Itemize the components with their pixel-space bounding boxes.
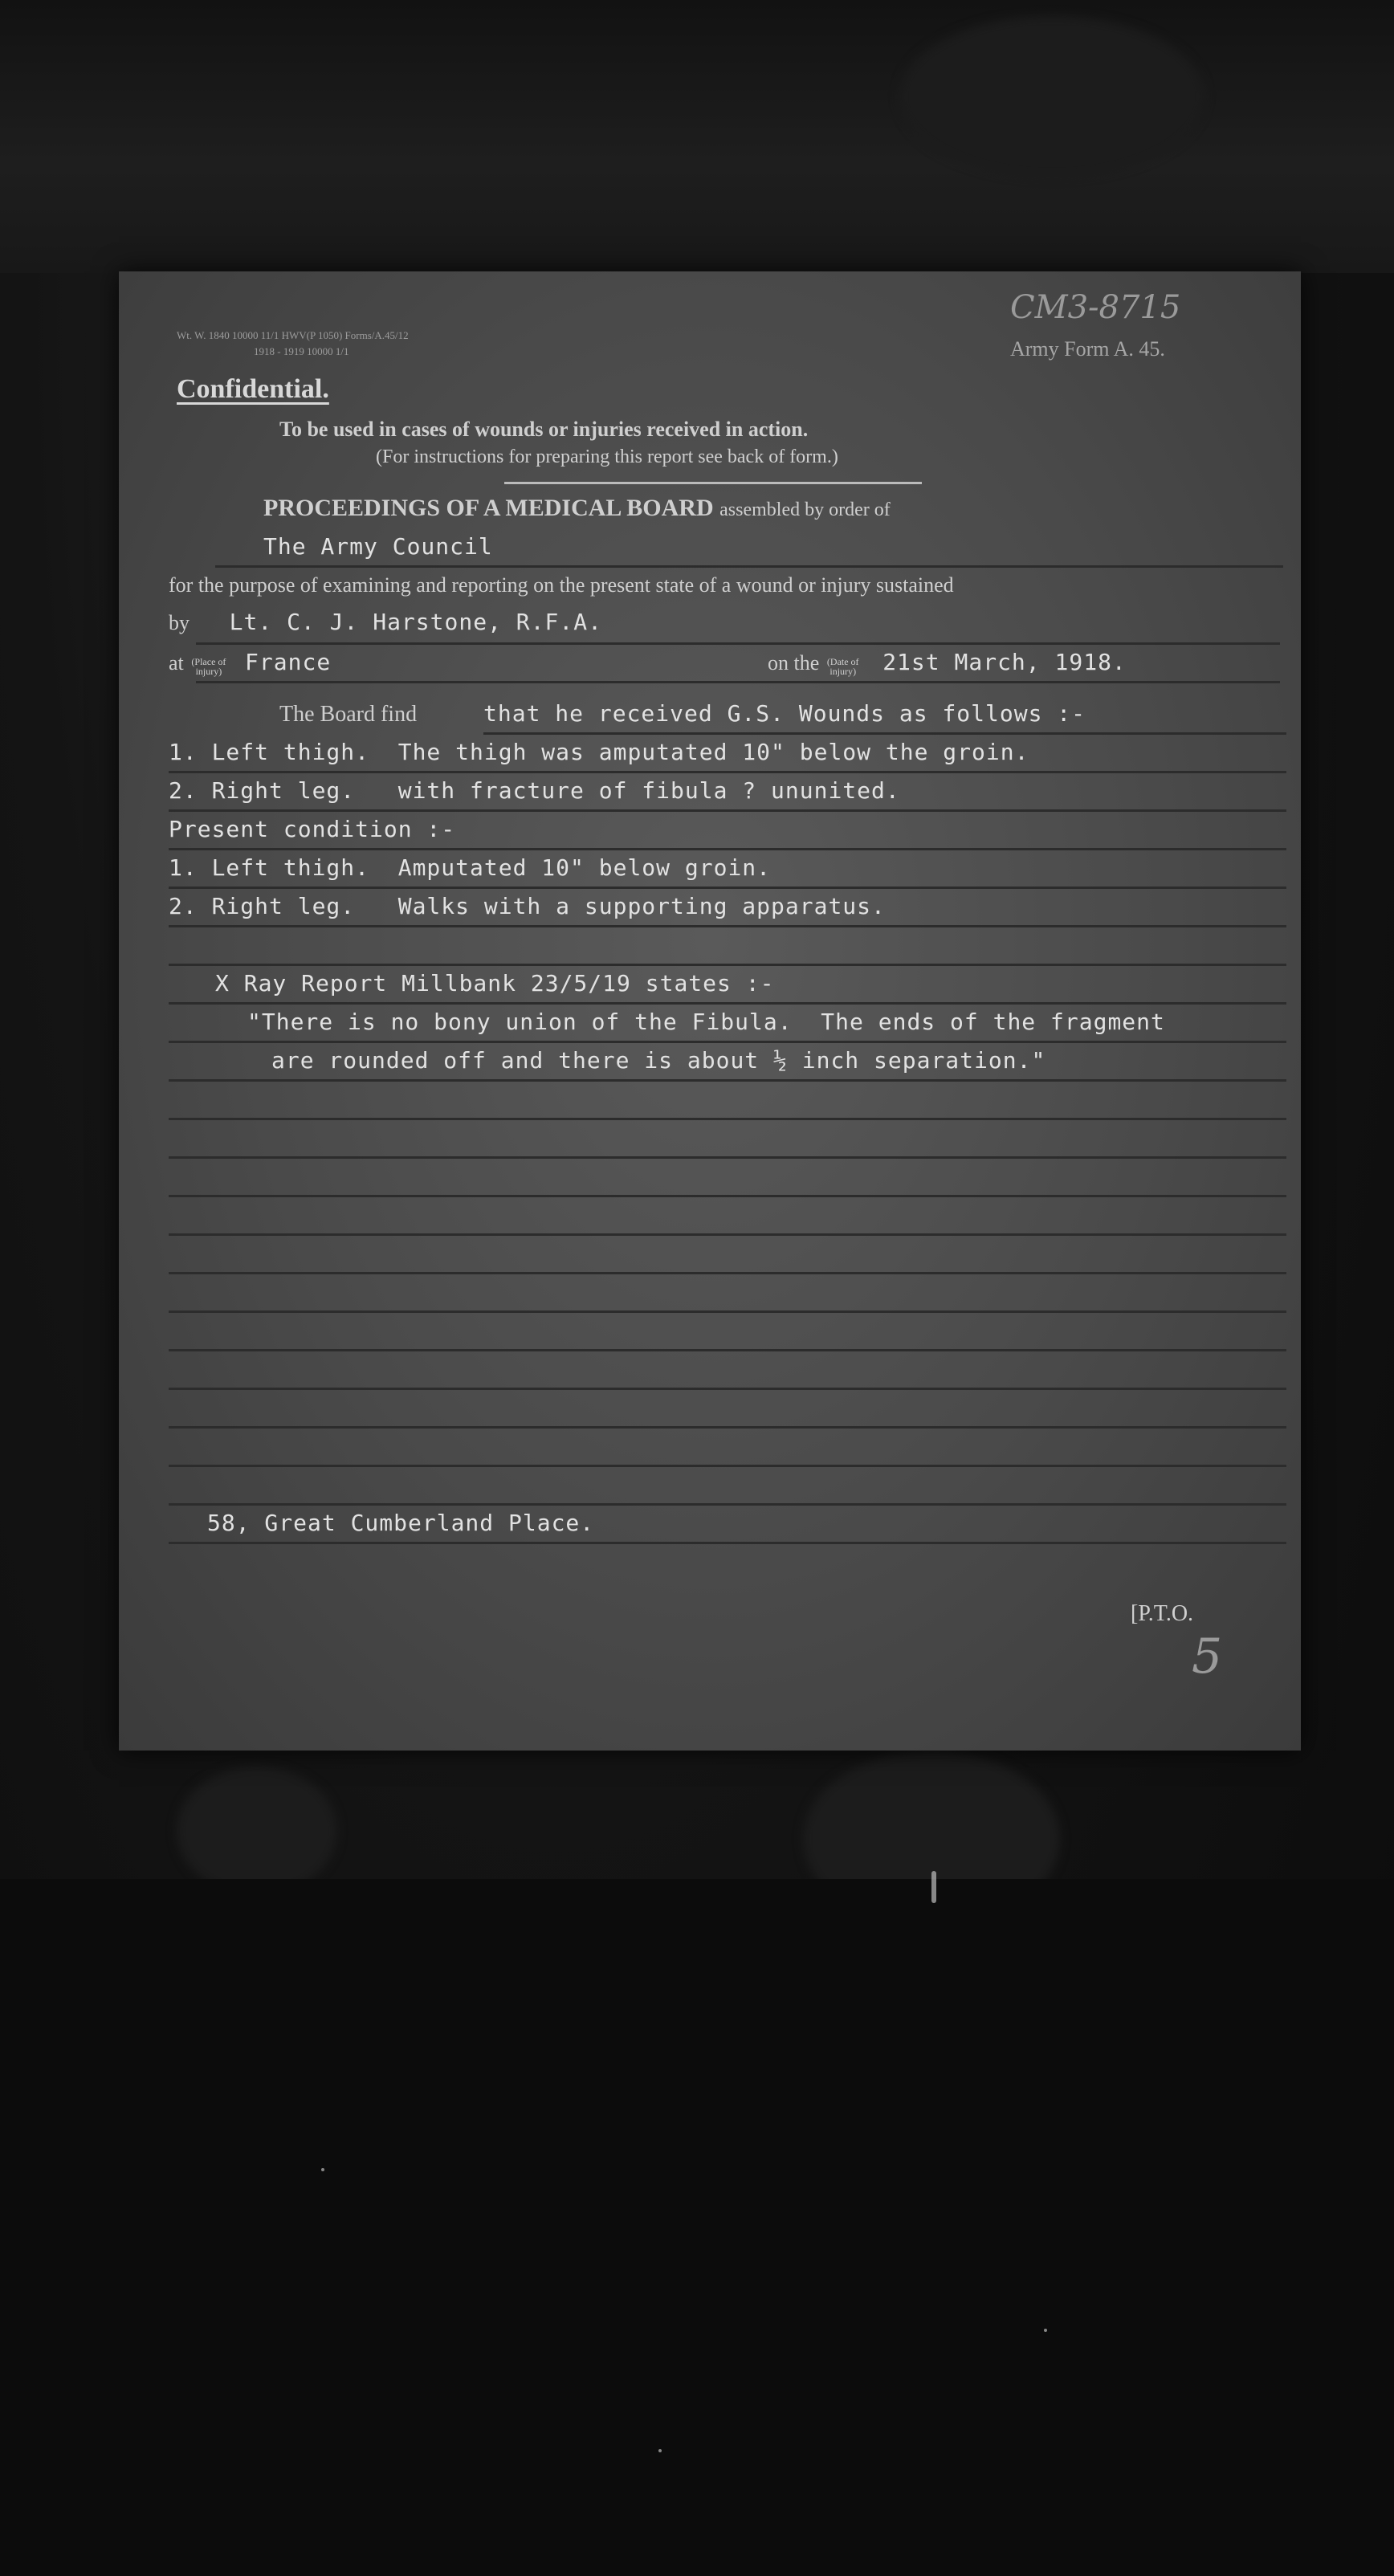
scan-background-bottom [0, 1879, 1394, 2576]
form-rule [169, 1233, 1286, 1236]
medical-board-form [119, 271, 1301, 1751]
finding-line: X Ray Report Millbank 23/5/19 states :- [215, 970, 775, 997]
dust-speck [931, 1871, 936, 1903]
on-the-label: on the [768, 651, 820, 675]
form-rule [215, 565, 1283, 568]
form-rule [169, 1118, 1286, 1120]
dust-speck [658, 2449, 662, 2452]
place-note-line-2: injury [195, 665, 219, 677]
form-number: Army Form A. 45. [1010, 337, 1165, 361]
form-rule [169, 887, 1286, 889]
header-divider [504, 482, 922, 484]
date-of-injury: 21st March, 1918. [882, 649, 1127, 675]
form-rule [169, 809, 1286, 812]
assembled-by-label: assembled by order of [719, 499, 891, 520]
finding-line: are rounded off and there is about ½ inch separation." [271, 1047, 1046, 1074]
finding-line: 2. Right leg. with fracture of fibula ? ununited. [169, 777, 900, 804]
finding-line: "There is no bony union of the Fibula. The ends of the fragment [247, 1009, 1165, 1035]
handwritten-page-mark: 5 [1192, 1628, 1223, 1685]
finding-line: Present condition :- [169, 816, 456, 842]
purpose-text: for the purpose of examining and reporting on the present state of a wound or injury sustained [169, 573, 954, 597]
scan-smudge [899, 16, 1204, 177]
scan-background-top [0, 0, 1394, 273]
instructions-note: (For instructions for preparing this report see back of form.) [376, 446, 838, 467]
place-note-line-1: Place of [194, 655, 226, 667]
form-rule [169, 1272, 1286, 1274]
form-rule [169, 1041, 1286, 1043]
form-rule [196, 642, 1280, 645]
dust-speck [1044, 2329, 1047, 2332]
form-rule [169, 1426, 1286, 1429]
form-rule [169, 1156, 1286, 1159]
dust-speck [321, 2168, 324, 2171]
order-of-value: The Army Council [263, 533, 493, 560]
patient-name: Lt. C. J. Harstone, R.F.A. [229, 609, 602, 635]
form-heading [263, 495, 891, 522]
form-rule [169, 1349, 1286, 1351]
form-rule [169, 1465, 1286, 1467]
place-note: (Place of injury) [191, 655, 226, 677]
reference-number: CM3-8715 [1010, 289, 1181, 326]
printer-imprint-1: Wt. W. 1840 10000 11/1 HWV(P 1050) Forms/A.45/12 [177, 329, 409, 341]
finding-line: 1. Left thigh. The thigh was amputated 10" below the groin. [169, 739, 1029, 765]
by-label: by [169, 611, 190, 634]
pto-label: [P.T.O. [1131, 1601, 1194, 1626]
form-rule [169, 1503, 1286, 1506]
form-rule [196, 681, 1280, 683]
form-rule [169, 1388, 1286, 1390]
place-of-injury: France [245, 649, 332, 675]
proceedings-heading: PROCEEDINGS OF A MEDICAL BOARD [263, 495, 714, 521]
date-field [768, 649, 1127, 676]
form-rule [169, 964, 1286, 966]
by-row [169, 609, 602, 635]
place-date-row [169, 649, 331, 676]
scan-smudge [177, 1767, 337, 1895]
date-note: (Date of injury) [826, 655, 859, 677]
confidential-label: Confidential. [177, 374, 329, 404]
form-rule [169, 771, 1286, 773]
printer-imprint-2: 1918 - 1919 10000 1/1 [254, 345, 349, 357]
form-rule [169, 925, 1286, 927]
form-rule [169, 1079, 1286, 1082]
finding-line: 2. Right leg. Walks with a supporting apparatus. [169, 893, 886, 919]
form-rule [483, 732, 1286, 735]
board-find-label: The Board find [279, 702, 418, 727]
date-note-line-2: injury [829, 665, 854, 677]
usage-note: To be used in cases of wounds or injuries received in action. [279, 418, 809, 441]
board-address: 58, Great Cumberland Place. [207, 1510, 595, 1536]
form-rule [169, 1542, 1286, 1544]
form-rule [169, 1002, 1286, 1005]
form-rule [169, 848, 1286, 850]
form-rule [169, 1195, 1286, 1197]
date-note-line-1: Date of [829, 655, 859, 667]
finding-line: 1. Left thigh. Amputated 10" below groin. [169, 854, 772, 881]
at-label: at [169, 651, 184, 675]
finding-line: that he received G.S. Wounds as follows :- [483, 700, 1086, 727]
form-rule [169, 1310, 1286, 1313]
